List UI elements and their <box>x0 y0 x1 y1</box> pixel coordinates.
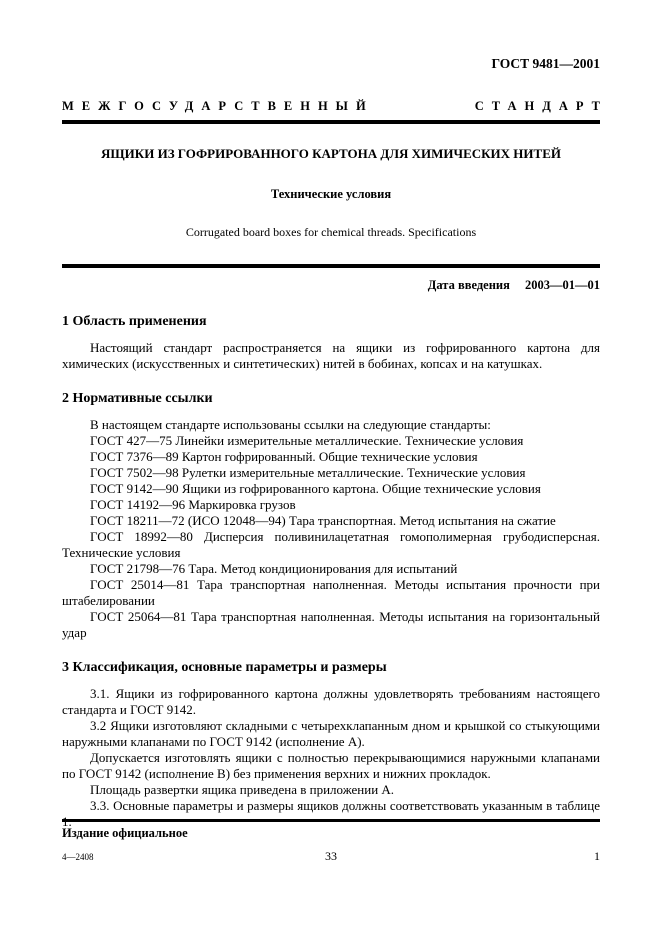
intro-rule <box>62 264 600 268</box>
page-footer <box>62 819 600 865</box>
section-1-paragraph: Настоящий стандарт распространяется на ящики из гофрированного картона для химических (искусственных и синтетических) нитей в бобинах, копсах и на катушках. <box>62 340 600 371</box>
reference-item: ГОСТ 25014—81 Тара транспортная наполненная. Методы испытания прочности при штабелировании <box>62 577 600 608</box>
document-title: ЯЩИКИ ИЗ ГОФРИРОВАННОГО КАРТОНА ДЛЯ ХИМИЧЕСКИХ НИТЕЙ <box>101 146 561 161</box>
reference-item: ГОСТ 21798—76 Тара. Метод кондиционирования для испытаний <box>90 561 458 576</box>
section-3-paragraph: 3.2 Ящики изготовляют складными с четырехклапанным дном и крышкой со стыкующими наружными клапанами по ГОСТ 9142 (исполнение А). <box>62 718 600 749</box>
section-1-heading: 1 Область применения <box>62 314 207 329</box>
reference-item: ГОСТ 7502—98 Рулетки измерительные металлические. Технические условия <box>90 465 526 480</box>
standard-type-word-1: МЕЖГОСУДАРСТВЕННЫЙ <box>62 99 374 113</box>
effective-date-label: Дата введения <box>427 278 510 292</box>
reference-item: ГОСТ 25064—81 Тара транспортная наполненная. Методы испытания на горизонтальный удар <box>62 609 600 640</box>
doc-number: ГОСТ 9481—2001 <box>491 56 600 71</box>
reference-item: ГОСТ 18211—72 (ИСО 12048—94) Тара транспортная. Метод испытания на сжатие <box>90 513 556 528</box>
reference-item: ГОСТ 427—75 Линейки измерительные металлические. Технические условия <box>90 433 524 448</box>
page-number-right: 1 <box>593 849 600 863</box>
header-rule <box>62 120 600 124</box>
references-intro: В настоящем стандарте использованы ссылки на следующие стандарты: <box>90 417 491 432</box>
edition-note: Издание официальное <box>62 826 188 840</box>
section-3-paragraph: 3.1. Ящики из гофрированного картона должны удовлетворять требованиям настоящего стандарта и ГОСТ 9142. <box>62 686 600 717</box>
section-3-paragraph: Допускается изготовлять ящики с полностью перекрывающимися наружными клапанами по ГОСТ 9142 (исполнение В) без применения верхних и нижних прокладок. <box>62 750 600 781</box>
page-number-center: 33 <box>324 849 337 863</box>
standard-type-heading <box>62 98 608 114</box>
effective-date-value: 2003—01—01 <box>525 278 600 292</box>
section-2-heading: 2 Нормативные ссылки <box>62 391 213 406</box>
reference-item: ГОСТ 14192—96 Маркировка грузов <box>90 497 296 512</box>
footer-row <box>62 848 600 865</box>
effective-date-line <box>62 277 600 293</box>
document-subtitle: Технические условия <box>270 187 392 201</box>
document-title-english: Corrugated board boxes for chemical threads. Specifications <box>185 225 477 239</box>
reference-item: ГОСТ 9142—90 Ящики из гофрированного картона. Общие технические условия <box>90 481 541 496</box>
section-3-paragraph: Площадь развертки ящика приведена в приложении А. <box>90 782 395 797</box>
print-code: 4—2408 <box>62 852 94 862</box>
standard-type-word-2: СТАНДАРТ <box>474 99 608 113</box>
reference-item: ГОСТ 18992—80 Дисперсия поливинилацетатная гомополимерная грубодисперсная. Технические условия <box>62 529 600 560</box>
footer-rule <box>62 819 600 822</box>
section-3-heading: 3 Классификация, основные параметры и размеры <box>62 660 387 675</box>
section-3-paragraph: 3.3. Основные параметры и размеры ящиков должны соответствовать указанным в таблице 1. <box>62 798 600 829</box>
reference-item: ГОСТ 7376—89 Картон гофрированный. Общие технические условия <box>90 449 478 464</box>
